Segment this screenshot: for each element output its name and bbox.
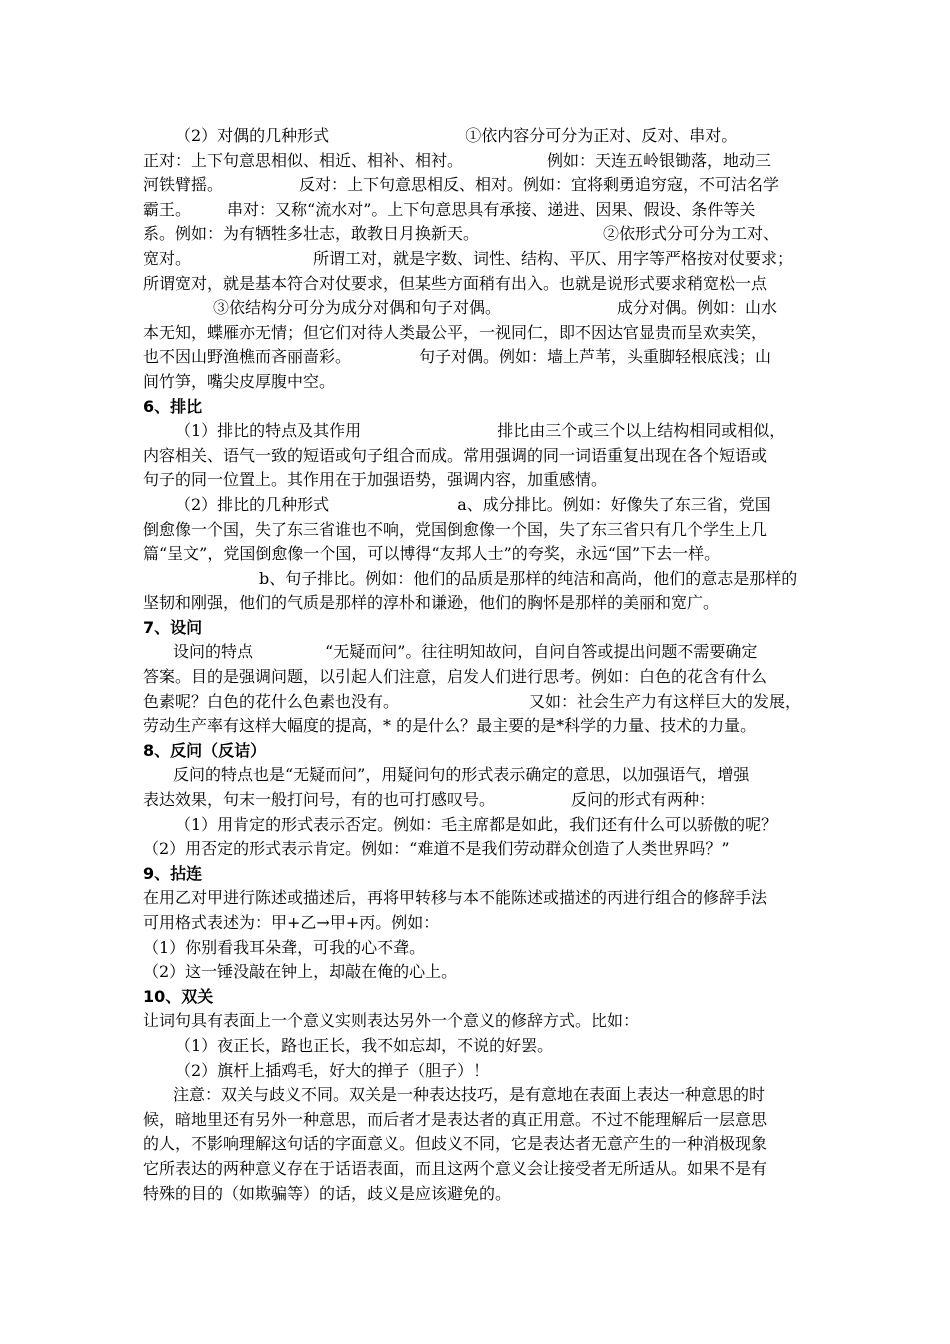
text-line: （1）夜正长，路也正长，我不如忘却，不说的好罢。 bbox=[175, 1035, 554, 1055]
text-line: 倒愈像一个国，失了东三省谁也不响，党国倒愈像一个国，失了东三省只有几个学生上几 bbox=[143, 519, 768, 539]
text-line: 本无知，蝶雁亦无情；但它们对待人类最公平，一视同仁，即不因达官显贵而呈欢卖笑， bbox=[143, 322, 768, 342]
text-line: 在用乙对甲进行陈述或描述后，再将甲转移与本不能陈述或描述的丙进行组合的修辞手法 bbox=[143, 888, 768, 908]
text-line: 设问的特点 bbox=[173, 642, 254, 662]
text-line: 可用格式表述为：甲+乙→甲+丙。例如： bbox=[143, 913, 440, 932]
paragraph bbox=[143, 911, 815, 936]
section-heading: 7、设问 bbox=[143, 617, 203, 637]
paragraph bbox=[143, 886, 815, 911]
paragraph bbox=[143, 198, 815, 223]
text-line: “无疑而问”。往往明知故问，自问自答或提出问题不需要确定 bbox=[325, 642, 758, 662]
section-heading: 8、反问（反诘） bbox=[143, 740, 267, 760]
paragraph bbox=[143, 960, 815, 985]
text-line: （2）排比的几种形式 bbox=[175, 494, 330, 514]
text-line: 排比由三个或三个以上结构相同或相似， bbox=[497, 421, 786, 441]
paragraph bbox=[143, 1034, 815, 1059]
paragraph bbox=[143, 345, 815, 370]
text-line: ②依形式分可分为工对、 bbox=[603, 224, 780, 244]
text-line: （2）用否定的形式表示肯定。例如：“难道不是我们劳动群众创造了人类世界吗？” bbox=[143, 839, 730, 859]
text-line: 所谓工对，就是字数、词性、结构、平仄、用字等严格按对仗要求； bbox=[313, 248, 794, 268]
text-line: 它所表达的两种意义存在于话语表面，而且这两个意义会让接受者无所适从。如果不是有 bbox=[143, 1158, 768, 1178]
paragraph bbox=[143, 1009, 815, 1034]
text-line: 句子的同一位置上。其作用在于加强语势，强调内容，加重感情。 bbox=[143, 470, 608, 490]
text-line: 串对：又称“流水对”。上下句意思具有承接、递进、因果、假设、条件等关 bbox=[227, 199, 756, 219]
paragraph bbox=[143, 1108, 815, 1133]
section-heading: 6、排比 bbox=[143, 396, 203, 416]
text-line: 让词句具有表面上一个意义实则表达另外一个意义的修辞方式。比如： bbox=[143, 1011, 640, 1031]
text-line: 所谓宽对，就是基本符合对仗要求，但某些方面稍有出入。也就是说形式要求稍宽松一点 bbox=[143, 273, 768, 293]
paragraph bbox=[143, 714, 815, 739]
text-line: （1）你别看我耳朵聋，可我的心不聋。 bbox=[143, 937, 426, 957]
paragraph bbox=[143, 222, 815, 247]
text-line: 表达效果，句末一般打问号，有的也可打感叹号。 bbox=[143, 790, 496, 810]
text-line: 反对：上下句意思相反、相对。例如：宜将剩勇追穷寇，不可沽名学 bbox=[299, 175, 780, 195]
text-line: （2）这一锤没敲在钟上，却敲在俺的心上。 bbox=[143, 962, 458, 982]
paragraph bbox=[143, 1059, 815, 1084]
text-line: （2）对偶的几种形式 bbox=[175, 126, 330, 145]
text-line: 的人，不影响理解这句话的字面意义。但歧义不同，它是表达者无意产生的一种消极现象 bbox=[143, 1134, 768, 1154]
text-line: 也不因山野渔樵而吝丽啬彩。 bbox=[143, 347, 352, 367]
paragraph bbox=[143, 247, 815, 272]
paragraph bbox=[143, 640, 815, 665]
text-line: （1）排比的特点及其作用 bbox=[175, 421, 362, 441]
text-line: （2）旗杆上插鸡毛，好大的掸子（胆子）！ bbox=[175, 1060, 490, 1080]
section-heading: 10、双关 bbox=[143, 986, 214, 1006]
paragraph bbox=[143, 173, 815, 198]
text-line: 反问的形式有两种： bbox=[571, 790, 716, 810]
paragraph bbox=[143, 591, 815, 616]
text-line: 河铁臂摇。 bbox=[143, 175, 224, 195]
paragraph bbox=[143, 468, 815, 493]
document-page bbox=[143, 124, 815, 1206]
text-line: 系。例如：为有牺牲多壮志，敢教日月换新天。 bbox=[143, 224, 480, 244]
paragraph bbox=[143, 370, 815, 395]
text-line: 成分对偶。例如：山水 bbox=[617, 298, 778, 318]
paragraph bbox=[143, 493, 815, 518]
text-line: 反问的特点也是“无疑而问”，用疑问句的形式表示确定的意思，以加强语气，增强 bbox=[173, 765, 750, 785]
section-heading: 9、拈连 bbox=[143, 863, 203, 883]
text-line: a、成分排比。例如：好像失了东三省，党国 bbox=[457, 494, 771, 514]
text-line: 注意：双关与歧义不同。双关是一种表达技巧，是有意地在表面上表达一种意思的时 bbox=[173, 1085, 766, 1105]
text-line: 劳动生产率有这样大幅度的提高，* 的是什么？最主要的是*科学的力量、技术的力量。 bbox=[143, 716, 757, 736]
paragraph bbox=[143, 1132, 815, 1157]
paragraph bbox=[143, 149, 815, 174]
paragraph bbox=[143, 813, 815, 838]
paragraph bbox=[143, 542, 815, 567]
text-line: 正对：上下句意思相似、相近、相补、相衬。 bbox=[143, 150, 464, 170]
paragraph bbox=[143, 1182, 815, 1207]
paragraph bbox=[143, 518, 815, 543]
text-line: 答案。目的是强调问题，以引起人们注意，启发人们进行思考。例如：白色的花含有什么 bbox=[143, 667, 768, 687]
paragraph bbox=[143, 567, 815, 592]
paragraph bbox=[143, 1083, 815, 1108]
paragraph bbox=[143, 444, 815, 469]
text-line: 色素呢？白色的花什么色素也没有。 bbox=[143, 691, 400, 711]
text-line: 例如：天连五岭银锄落，地动三 bbox=[547, 150, 772, 170]
text-line: （1）用肯定的形式表示否定。例如：毛主席都是如此，我们还有什么可以骄傲的呢？ bbox=[175, 814, 778, 834]
paragraph bbox=[143, 296, 815, 321]
paragraph bbox=[143, 837, 815, 862]
paragraph bbox=[143, 419, 815, 444]
text-line: 候，暗地里还有另外一种意思，而后者才是表达者的真正用意。不过不能理解后一层意思 bbox=[143, 1109, 768, 1129]
paragraph bbox=[143, 124, 815, 149]
text-line: 宽对。 bbox=[143, 248, 192, 268]
text-line: 霸王。 bbox=[143, 199, 192, 219]
paragraph bbox=[143, 1157, 815, 1182]
paragraph bbox=[143, 690, 815, 715]
text-line: ③依结构分可分为成分对偶和句子对偶。 bbox=[213, 298, 502, 318]
paragraph bbox=[143, 272, 815, 297]
paragraph bbox=[143, 321, 815, 346]
text-line: 内容相关、语气一致的短语或句子组合而成。常用强调的同一词语重复出现在各个短语或 bbox=[143, 445, 768, 465]
text-line: 句子对偶。例如：墙上芦苇，头重脚轻根底浅；山 bbox=[419, 347, 772, 367]
paragraph bbox=[143, 936, 815, 961]
text-line: 间竹笋，嘴尖皮厚腹中空。 bbox=[143, 371, 336, 391]
text-line: 又如：社会生产力有这样巨大的发展， bbox=[529, 691, 802, 711]
text-line: b、句子排比。例如：他们的品质是那样的纯洁和高尚，他们的意志是那样的 bbox=[259, 568, 798, 588]
text-line: 特殊的目的（如欺骗等）的话，歧义是应该避免的。 bbox=[143, 1183, 512, 1203]
paragraph bbox=[143, 788, 815, 813]
text-line: 坚韧和刚强，他们的气质是那样的淳朴和谦逊，他们的胸怀是那样的美丽和宽广。 bbox=[143, 593, 720, 613]
text-line: 篇“呈文”，党国倒愈像一个国，可以博得“友邦人士”的夸奖，永远“国”下去一样。 bbox=[143, 544, 721, 564]
paragraph bbox=[143, 763, 815, 788]
text-line: ①依内容分可分为正对、反对、串对。 bbox=[465, 126, 738, 145]
paragraph bbox=[143, 665, 815, 690]
